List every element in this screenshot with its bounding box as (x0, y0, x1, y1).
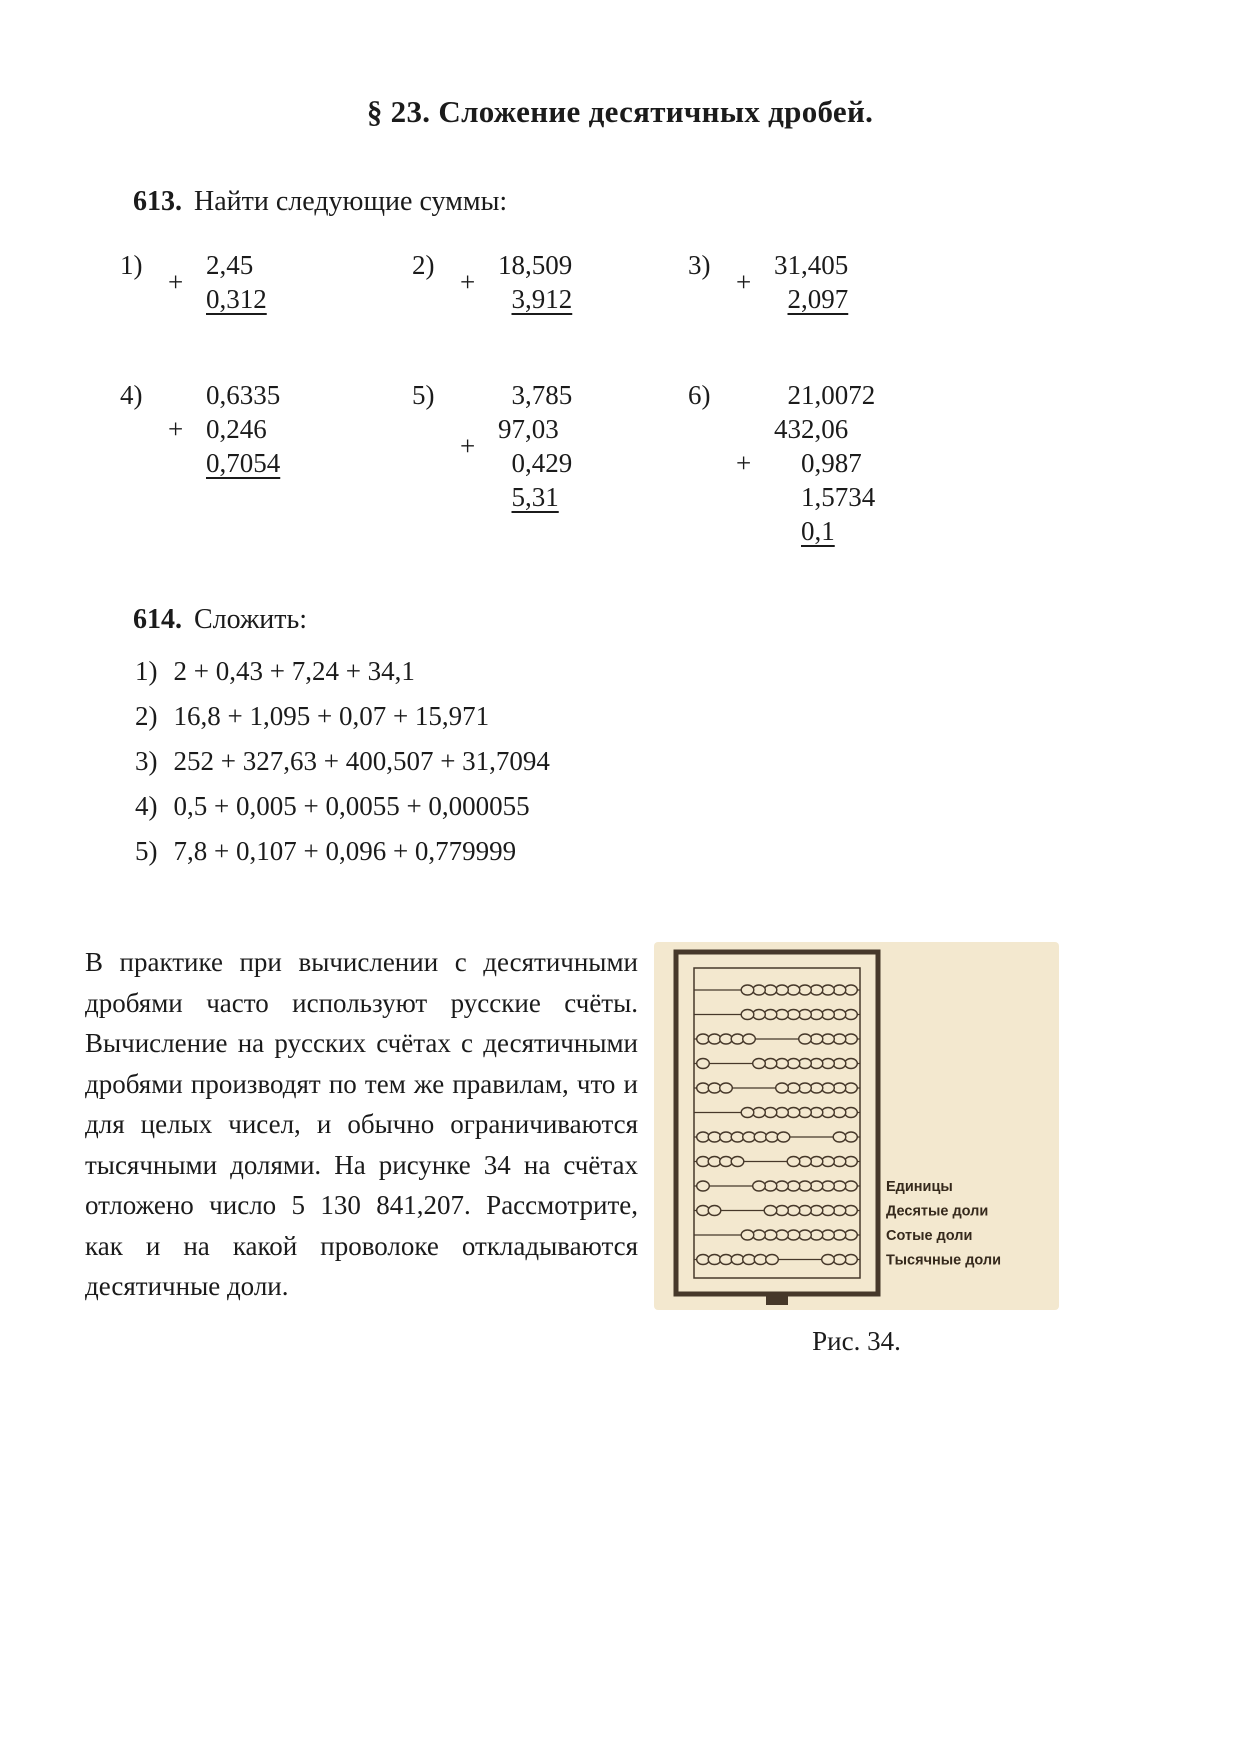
abacus-bead (799, 1206, 812, 1216)
abacus-bead (764, 1108, 777, 1118)
abacus-bead (753, 1108, 766, 1118)
abacus-bead (822, 1034, 835, 1044)
integer-part: 3 (511, 284, 525, 314)
abacus-bead (787, 1059, 800, 1069)
list-item-4 (135, 789, 1240, 823)
problem-item-label: 6) (688, 380, 711, 410)
addend-row (460, 480, 572, 514)
abacus-bead (753, 1230, 766, 1240)
abacus-bead (799, 1230, 812, 1240)
abacus-bead (697, 1132, 710, 1142)
abacus-bead (776, 1206, 789, 1216)
abacus-bead (777, 1132, 790, 1142)
abacus-bead (810, 1059, 823, 1069)
abacus-bead (833, 1181, 846, 1191)
abacus-bead (697, 1255, 710, 1265)
abacus-bead (810, 1157, 823, 1167)
abacus-bead (822, 1108, 835, 1118)
abacus-bead (764, 1010, 777, 1020)
abacus-bead (697, 1059, 710, 1069)
problem-613-heading (133, 186, 1240, 218)
abacus-bead (697, 1083, 710, 1093)
abacus-bead (708, 1255, 721, 1265)
item-label: 1) (135, 656, 158, 686)
abacus-bead (810, 1230, 823, 1240)
abacus-bead (708, 1157, 721, 1167)
abacus-bead (754, 1255, 767, 1265)
problem-item-label: 3) (688, 250, 711, 280)
abacus-bead (753, 1059, 766, 1069)
plus-cell (460, 267, 498, 316)
addition-problem-2 (412, 248, 688, 316)
abacus-bead (697, 1181, 710, 1191)
item-expression: 252 + 327,63 + 400,507 + 31,7094 (173, 746, 550, 776)
addend-row (168, 378, 280, 412)
item-label: 3) (135, 746, 158, 776)
abacus-bead (764, 985, 777, 995)
abacus-bead (845, 985, 858, 995)
problem-item-label: 5) (412, 380, 435, 410)
abacus-bead (845, 1108, 858, 1118)
item-expression: 16,8 + 1,095 + 0,07 + 15,971 (173, 701, 490, 731)
abacus-bead (776, 1083, 789, 1093)
abacus-bead (799, 1083, 812, 1093)
plus-sign: + (736, 448, 752, 478)
abacus-bead (753, 985, 766, 995)
addition-problem-4 (120, 378, 412, 548)
abacus-bead (799, 1181, 812, 1191)
plus-cell (168, 446, 206, 480)
addend-row (736, 282, 848, 316)
plus-cell (168, 378, 206, 412)
integer-part: 0 (801, 448, 815, 478)
plus-sign: + (460, 267, 476, 297)
addition-problem-1 (120, 248, 412, 316)
item-expression: 0,5 + 0,005 + 0,0055 + 0,000055 (173, 791, 530, 821)
problem-614-prompt: Сложить: (194, 604, 308, 635)
fraction-part: ,7054 (219, 448, 281, 478)
abacus-bead (776, 1230, 789, 1240)
abacus-bead (833, 1157, 846, 1167)
abacus-bead (697, 1206, 710, 1216)
integer-part: 31 (774, 250, 801, 280)
plus-cell (736, 412, 774, 446)
plus-cell (460, 431, 498, 480)
item-label: 4) (135, 791, 158, 821)
abacus-wire-label: Десятые доли (886, 1203, 989, 1220)
addend-row (168, 282, 267, 316)
abacus-bead (833, 985, 846, 995)
abacus-bead (731, 1132, 744, 1142)
abacus-bead (743, 1034, 756, 1044)
expression-list (135, 654, 1240, 868)
abacus-bead (810, 1010, 823, 1020)
addend-row (736, 412, 875, 446)
list-item-1 (135, 654, 1240, 688)
problem-item-label: 1) (120, 250, 143, 280)
fraction-part: ,405 (801, 250, 849, 280)
integer-part: 0 (206, 414, 220, 444)
addition-column (168, 378, 280, 480)
plus-sign: + (168, 414, 184, 444)
abacus-bead (845, 1059, 858, 1069)
problem-item-label: 4) (120, 380, 143, 410)
abacus-bead (787, 1230, 800, 1240)
abacus-bead (741, 1230, 754, 1240)
abacus-bead (787, 1157, 800, 1167)
addend-row (736, 378, 875, 412)
fraction-part: ,097 (801, 284, 849, 314)
abacus-bead (766, 1132, 779, 1142)
fraction-part: ,509 (525, 250, 573, 280)
body-paragraph: В практике при вычислении с десятичными дробями часто используют русские счёты. Вычисление на русских счётах с десятичными дробями производят по тем же правилам, что и для целых чисел, и обычно ограничиваются тысячными долями. На рисунке 34 на счётах отложено число 5 130 841,207. Рассмотрите, как и на какой проволоке откладываются десятичные доли. (85, 947, 638, 1301)
addition-column (460, 378, 572, 514)
fraction-part: ,06 (814, 414, 849, 444)
addend-row (736, 446, 875, 480)
integer-part: 2 (787, 284, 801, 314)
abacus-bead (810, 1083, 823, 1093)
addition-problem-5 (412, 378, 688, 548)
abacus-bead (822, 1010, 835, 1020)
plus-cell (736, 514, 774, 548)
integer-part: 97 (498, 414, 525, 444)
abacus-bead (708, 1083, 721, 1093)
list-item-5 (135, 834, 1240, 868)
abacus-bead (845, 1230, 858, 1240)
abacus-bead (776, 1010, 789, 1020)
abacus-bead (776, 1059, 789, 1069)
abacus-bead (833, 1083, 846, 1093)
abacus-bead (822, 1083, 835, 1093)
abacus-bead (810, 1181, 823, 1191)
abacus-bead (845, 1255, 858, 1265)
abacus-bead (753, 1181, 766, 1191)
plus-cell (736, 446, 774, 480)
abacus-bead (776, 1181, 789, 1191)
addend-row (736, 514, 875, 548)
abacus-bead (845, 1157, 858, 1167)
abacus-bead (731, 1157, 744, 1167)
abacus-bead (754, 1132, 767, 1142)
problem-613-prompt: Найти следующие суммы: (194, 186, 508, 217)
abacus-bead (764, 1230, 777, 1240)
addition-column (460, 248, 572, 316)
list-item-3 (135, 744, 1240, 778)
abacus-bead (845, 1206, 858, 1216)
abacus-bead (764, 1059, 777, 1069)
addition-problems-grid (0, 248, 1240, 548)
abacus-bead (845, 1034, 858, 1044)
abacus-bead (822, 1255, 835, 1265)
addition-column (736, 248, 848, 316)
figure-caption: Рис. 34. (812, 1326, 901, 1356)
abacus-bead (787, 1010, 800, 1020)
abacus-bead (720, 1157, 733, 1167)
abacus-bead (708, 1132, 721, 1142)
abacus-wire-label: Сотые доли (886, 1228, 973, 1244)
abacus-bead (776, 1108, 789, 1118)
abacus-bead (810, 1206, 823, 1216)
addend-row (460, 282, 572, 316)
integer-part: 0 (511, 448, 525, 478)
addition-column (736, 378, 875, 548)
problem-614-number: 614. (133, 604, 182, 635)
addend-row (460, 248, 572, 282)
abacus-bead (810, 985, 823, 995)
abacus-bead (720, 1083, 733, 1093)
fraction-part: ,6335 (219, 380, 281, 410)
abacus-bead (810, 1034, 823, 1044)
item-label: 5) (135, 836, 158, 866)
abacus-bead (799, 985, 812, 995)
abacus-bead (833, 1255, 846, 1265)
abacus-bead (764, 1181, 777, 1191)
fraction-part: ,912 (525, 284, 573, 314)
addition-problem-6 (688, 378, 1240, 548)
integer-part: 5 (511, 482, 525, 512)
bottom-section (0, 942, 1240, 1357)
abacus-bead (787, 1206, 800, 1216)
abacus-bead (753, 1010, 766, 1020)
abacus-bead (833, 1230, 846, 1240)
abacus-bead (731, 1034, 744, 1044)
addition-column (168, 248, 267, 316)
addition-problem-3 (688, 248, 1240, 316)
integer-part: 3 (511, 380, 525, 410)
plus-cell (460, 480, 498, 514)
abacus-bead (720, 1132, 733, 1142)
abacus-bead (822, 1181, 835, 1191)
abacus-bead (787, 1083, 800, 1093)
integer-part: 0 (206, 284, 220, 314)
abacus-bead (741, 1010, 754, 1020)
fraction-part: ,0072 (814, 380, 876, 410)
integer-part: 2 (206, 250, 220, 280)
abacus-bead (697, 1034, 710, 1044)
abacus-bead (833, 1132, 846, 1142)
abacus-drawing (654, 942, 1059, 1310)
abacus-bead (787, 1108, 800, 1118)
abacus-bead (787, 1181, 800, 1191)
addend-row (736, 480, 875, 514)
abacus-bead (708, 1206, 721, 1216)
addend-row (168, 446, 280, 480)
abacus-bead (766, 1255, 779, 1265)
item-label: 2) (135, 701, 158, 731)
plus-cell (168, 412, 206, 446)
fraction-part: ,785 (525, 380, 573, 410)
list-item-2 (135, 699, 1240, 733)
fraction-part: ,03 (525, 414, 559, 444)
fraction-part: ,45 (219, 250, 254, 280)
plus-sign: + (460, 431, 476, 461)
abacus-bead (720, 1034, 733, 1044)
abacus-bead (833, 1059, 846, 1069)
abacus-bead (822, 1157, 835, 1167)
abacus-foot (766, 1295, 788, 1305)
addend-row (168, 412, 280, 446)
abacus-bead (743, 1255, 756, 1265)
addend-row (460, 412, 572, 446)
plus-cell (736, 267, 774, 316)
fraction-part: ,31 (525, 482, 559, 512)
abacus-bead (845, 1181, 858, 1191)
abacus-bead (697, 1157, 710, 1167)
abacus-bead (822, 1059, 835, 1069)
addend-row (460, 446, 572, 480)
abacus-bead (833, 1206, 846, 1216)
abacus-bead (799, 1157, 812, 1167)
item-expression: 7,8 + 0,107 + 0,096 + 0,779999 (173, 836, 517, 866)
abacus-bead (833, 1010, 846, 1020)
abacus-bead (822, 1230, 835, 1240)
abacus-wire-label: Единицы (886, 1179, 953, 1195)
integer-part: 0 (206, 380, 220, 410)
fraction-part: ,312 (219, 284, 267, 314)
integer-part: 1 (801, 482, 815, 512)
plus-cell (736, 378, 774, 412)
abacus-bead (810, 1108, 823, 1118)
abacus-bead (741, 985, 754, 995)
plus-cell (736, 480, 774, 514)
page-title: § 23. Сложение десятичных дробей. (366, 94, 874, 129)
problem-613-number: 613. (133, 186, 182, 217)
abacus-bead (845, 1132, 858, 1142)
abacus-bead (743, 1132, 756, 1142)
abacus-bead (787, 985, 800, 995)
abacus-bead (731, 1255, 744, 1265)
plus-cell (460, 378, 498, 412)
fraction-part: ,246 (219, 414, 267, 444)
fraction-part: ,5734 (814, 482, 876, 512)
plus-sign: + (736, 267, 752, 297)
abacus-bead (764, 1206, 777, 1216)
abacus-bead (776, 985, 789, 995)
integer-part: 21 (787, 380, 815, 410)
integer-part: 432 (774, 414, 815, 444)
integer-part: 18 (498, 250, 525, 280)
integer-part: 0 (801, 516, 815, 546)
abacus-bead (822, 1206, 835, 1216)
fraction-part: ,987 (814, 448, 862, 478)
abacus-bead (799, 1010, 812, 1020)
item-expression: 2 + 0,43 + 7,24 + 34,1 (173, 656, 415, 686)
abacus-bead (833, 1034, 846, 1044)
addend-row (460, 378, 572, 412)
problem-614-heading (133, 604, 1240, 636)
abacus-bead (845, 1083, 858, 1093)
abacus-bead (720, 1255, 733, 1265)
abacus-bead (799, 1108, 812, 1118)
integer-part: 0 (206, 448, 220, 478)
abacus-bead (799, 1059, 812, 1069)
abacus-wire-label: Тысячные доли (886, 1252, 1002, 1269)
abacus-bead (741, 1108, 754, 1118)
abacus-bead (845, 1010, 858, 1020)
abacus-bead (799, 1034, 812, 1044)
figure-34 (654, 942, 1059, 1357)
abacus-bead (833, 1108, 846, 1118)
fraction-part: ,429 (525, 448, 573, 478)
abacus-bead (708, 1034, 721, 1044)
problem-item-label: 2) (412, 250, 435, 280)
abacus-bead (822, 985, 835, 995)
plus-cell (168, 267, 206, 316)
addend-row (736, 248, 848, 282)
fraction-part: ,1 (814, 516, 835, 546)
plus-sign: + (168, 267, 184, 297)
